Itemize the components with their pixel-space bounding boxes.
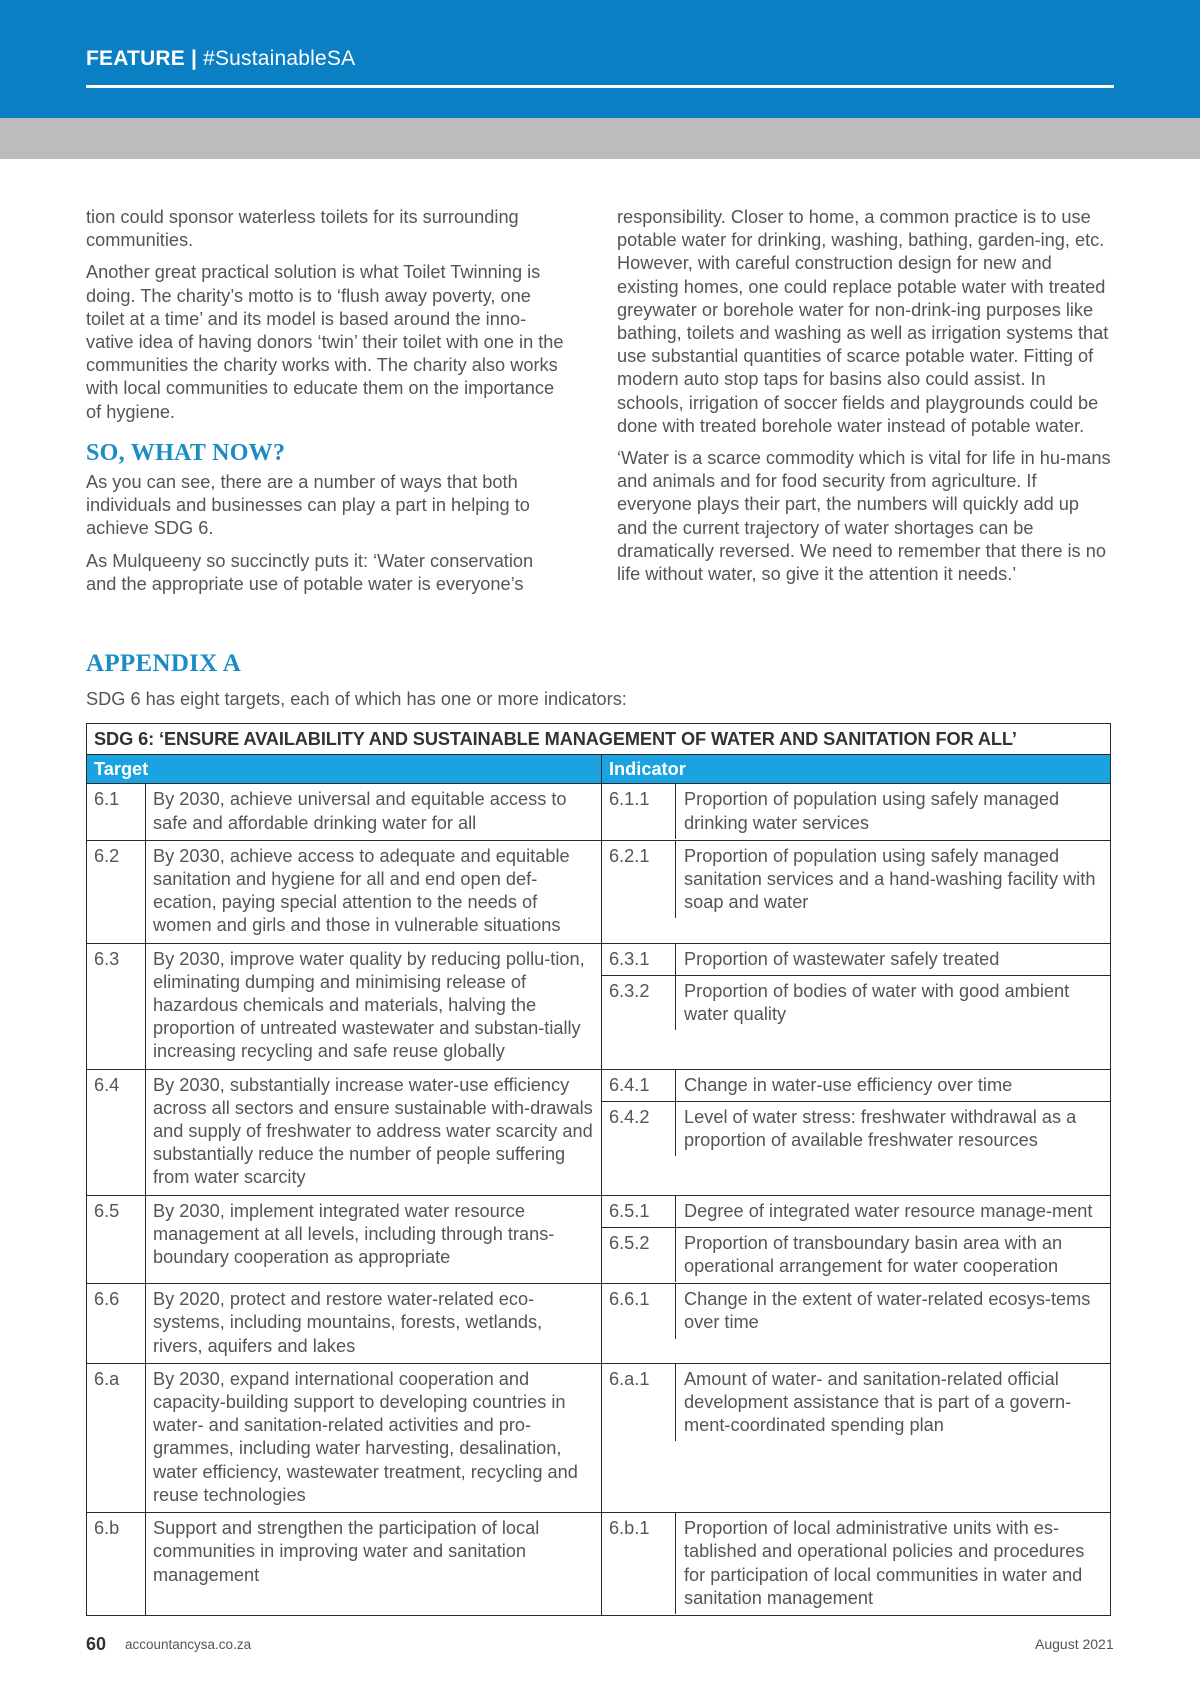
table-row: [87, 1069, 1111, 1195]
indicator-text: Degree of integrated water resource manage-ment: [684, 1200, 1093, 1221]
indicator-row: [602, 1364, 1110, 1442]
indicator-header: Indicator: [602, 755, 1111, 784]
indicator-cell: [602, 1363, 1111, 1512]
header-rule: [86, 85, 1114, 88]
indicator-text: Proportion of transboundary basin area with an operational arrangement for water cooperation: [684, 1232, 1063, 1277]
indicator-row: [602, 841, 1110, 919]
target-code: 6.1: [87, 784, 146, 840]
indicator-row: [602, 1070, 1110, 1101]
indicator-cell: [602, 784, 1111, 840]
target-text: By 2030, improve water quality by reducing pollu-tion, eliminating dumping and minimising release of hazardous chemicals and materials, halving the proportion of untreated wastewater and substan-tially increasing recycling and safe reuse globally: [146, 943, 602, 1069]
paragraph: ‘Water is a scarce commodity which is vital for life in hu-mans and animals and for food security from agriculture. If everyone plays their part, the numbers will quickly add up and the current trajectory of water shortages can be dramatically reversed. We need to remember that there is no life without water, so give it the attention it needs.’: [617, 448, 1111, 585]
paragraph: responsibility. Closer to home, a common practice is to use potable water for drinking, washing, bathing, garden-ing, etc. However, with careful construction design for new and existing homes, one could replace potable water with treated greywater or borehole water for non-drink-ing purposes like bathing, toilets and washing as well as irrigation systems that use substantial quantities of scarce potable water. Fitting of modern auto stop taps for basins also could assist. In schools, irrigation of soccer fields and playgrounds could be done with treated borehole water instead of potable water.: [617, 207, 1109, 436]
indicator-cell: [602, 943, 1111, 1069]
table-header-row: [87, 755, 1111, 784]
section-separator: |: [191, 47, 198, 70]
paragraph: Another great practical solution is what Toilet Twinning is doing. The charity’s motto is to ‘flush away poverty, one toilet at a time’ and its model is based around the inno-vative idea of having donors ‘twin’ their toilet with one in the communities the charity works with. The charity also works with local communities to educate them on the importance of hygiene.: [86, 262, 564, 422]
indicator-text: Proportion of wastewater safely treated: [684, 948, 1000, 969]
indicator-row: [602, 784, 1110, 838]
indicator-code: 6.1.1: [602, 784, 676, 838]
indicator-cell: [602, 1195, 1111, 1284]
indicator-cell: [602, 1069, 1111, 1195]
indicator-code: 6.3.1: [602, 944, 676, 975]
indicator-text: Proportion of bodies of water with good ambient water quality: [684, 980, 1070, 1025]
indicator-row: [602, 1513, 1110, 1614]
target-code: 6.5: [87, 1195, 146, 1284]
target-code: 6.b: [87, 1513, 146, 1616]
article-left-column: [86, 206, 566, 605]
paragraph: As Mulqueeny so succinctly puts it: ‘Water conservation and the appropriate use of potable water is everyone’s: [86, 550, 534, 594]
indicator-text: Level of water stress: freshwater withdrawal as a proportion of available freshwater resources: [684, 1106, 1077, 1151]
target-text: By 2030, expand international cooperation and capacity-building support to developing countries in water- and sanitation-related activities and pro-grammes, including water harvesting, desalination, water efficiency, wastewater treatment, recycling and reuse technologies: [146, 1363, 602, 1512]
page-number: 60: [86, 1634, 107, 1654]
section-name: FEATURE: [86, 47, 186, 70]
indicator-text: Amount of water- and sanitation-related official development assistance that is part of a govern-ment-coordinated spending plan: [684, 1368, 1072, 1436]
subheading: SO, WHAT NOW?: [86, 439, 286, 466]
indicator-row: [602, 944, 1110, 975]
indicator-cell: [602, 1284, 1111, 1364]
target-text: By 2030, substantially increase water-use efficiency across all sectors and ensure sustainable with-drawals and supply of freshwater to address water scarcity and substantially reduce the number of people suffering from water scarcity: [146, 1069, 602, 1195]
indicator-row: [602, 1284, 1110, 1338]
paragraph: As you can see, there are a number of ways that both individuals and businesses can play a part in helping to achieve SDG 6.: [86, 472, 530, 539]
indicator-code: 6.a.1: [602, 1364, 676, 1442]
indicator-code: 6.4.2: [602, 1102, 676, 1156]
indicator-cell: [602, 840, 1111, 943]
section-label: [86, 47, 355, 71]
indicator-code: 6.5.2: [602, 1228, 676, 1282]
indicator-text: Proportion of local administrative units with es-tablished and operational policies and procedures for participation of local communities in water and sanitation management: [684, 1518, 1085, 1608]
sdg-table: [86, 723, 1111, 1616]
indicator-code: 6.4.1: [602, 1070, 676, 1101]
target-text: By 2030, achieve universal and equitable access to safe and affordable drinking water for all: [146, 784, 602, 840]
table-row: [87, 943, 1111, 1069]
target-header: Target: [87, 755, 602, 784]
table-row: [87, 840, 1111, 943]
section-tag: #SustainableSA: [203, 47, 356, 70]
table-row: [87, 1284, 1111, 1364]
target-text: By 2030, implement integrated water resource management at all levels, including through trans-boundary cooperation as appropriate: [146, 1195, 602, 1284]
header-bar: [0, 0, 1200, 118]
indicator-text: Proportion of population using safely managed drinking water services: [684, 789, 1060, 833]
target-code: 6.4: [87, 1069, 146, 1195]
indicator-code: 6.b.1: [602, 1513, 676, 1614]
target-code: 6.3: [87, 943, 146, 1069]
indicator-row: [602, 1101, 1110, 1156]
indicator-row: [602, 1227, 1110, 1282]
article-right-column: [617, 206, 1113, 595]
footer-date: August 2021: [1035, 1636, 1114, 1652]
table-row: [87, 1363, 1111, 1512]
indicator-text: Change in the extent of water-related ecosys-tems over time: [684, 1289, 1091, 1333]
indicator-text: Change in water-use efficiency over time: [684, 1074, 1013, 1095]
table-row: [87, 1195, 1111, 1284]
target-code: 6.a: [87, 1363, 146, 1512]
table-title-row: [87, 724, 1111, 755]
target-code: 6.6: [87, 1284, 146, 1364]
paragraph: tion could sponsor waterless toilets for its surrounding communities.: [86, 207, 519, 251]
indicator-code: 6.3.2: [602, 976, 676, 1030]
indicator-code: 6.6.1: [602, 1284, 676, 1338]
target-code: 6.2: [87, 840, 146, 943]
table-title: SDG 6: ‘ENSURE AVAILABILITY AND SUSTAINABLE MANAGEMENT OF WATER AND SANITATION FOR ALL’: [87, 724, 1111, 755]
indicator-code: 6.2.1: [602, 841, 676, 919]
appendix-intro: SDG 6 has eight targets, each of which has one or more indicators:: [86, 689, 627, 709]
table-row: [87, 784, 1111, 840]
appendix-title: APPENDIX A: [86, 650, 242, 677]
indicator-row: [602, 975, 1110, 1030]
target-text: Support and strengthen the participation of local communities in improving water and sanitation management: [146, 1513, 602, 1616]
target-text: By 2020, protect and restore water-related eco-systems, including mountains, forests, wetlands, rivers, aquifers and lakes: [146, 1284, 602, 1364]
indicator-code: 6.5.1: [602, 1196, 676, 1227]
indicator-row: [602, 1196, 1110, 1227]
table-row: [87, 1513, 1111, 1616]
header-grey-band: [0, 118, 1200, 159]
indicator-text: Proportion of population using safely managed sanitation services and a hand-washing facility with soap and water: [684, 845, 1096, 913]
indicator-cell: [602, 1513, 1111, 1616]
footer-website: accountancysa.co.za: [125, 1637, 252, 1652]
target-text: By 2030, achieve access to adequate and equitable sanitation and hygiene for all and end open def-ecation, paying special attention to the needs of women and girls and those in vulnerable situations: [146, 840, 602, 943]
